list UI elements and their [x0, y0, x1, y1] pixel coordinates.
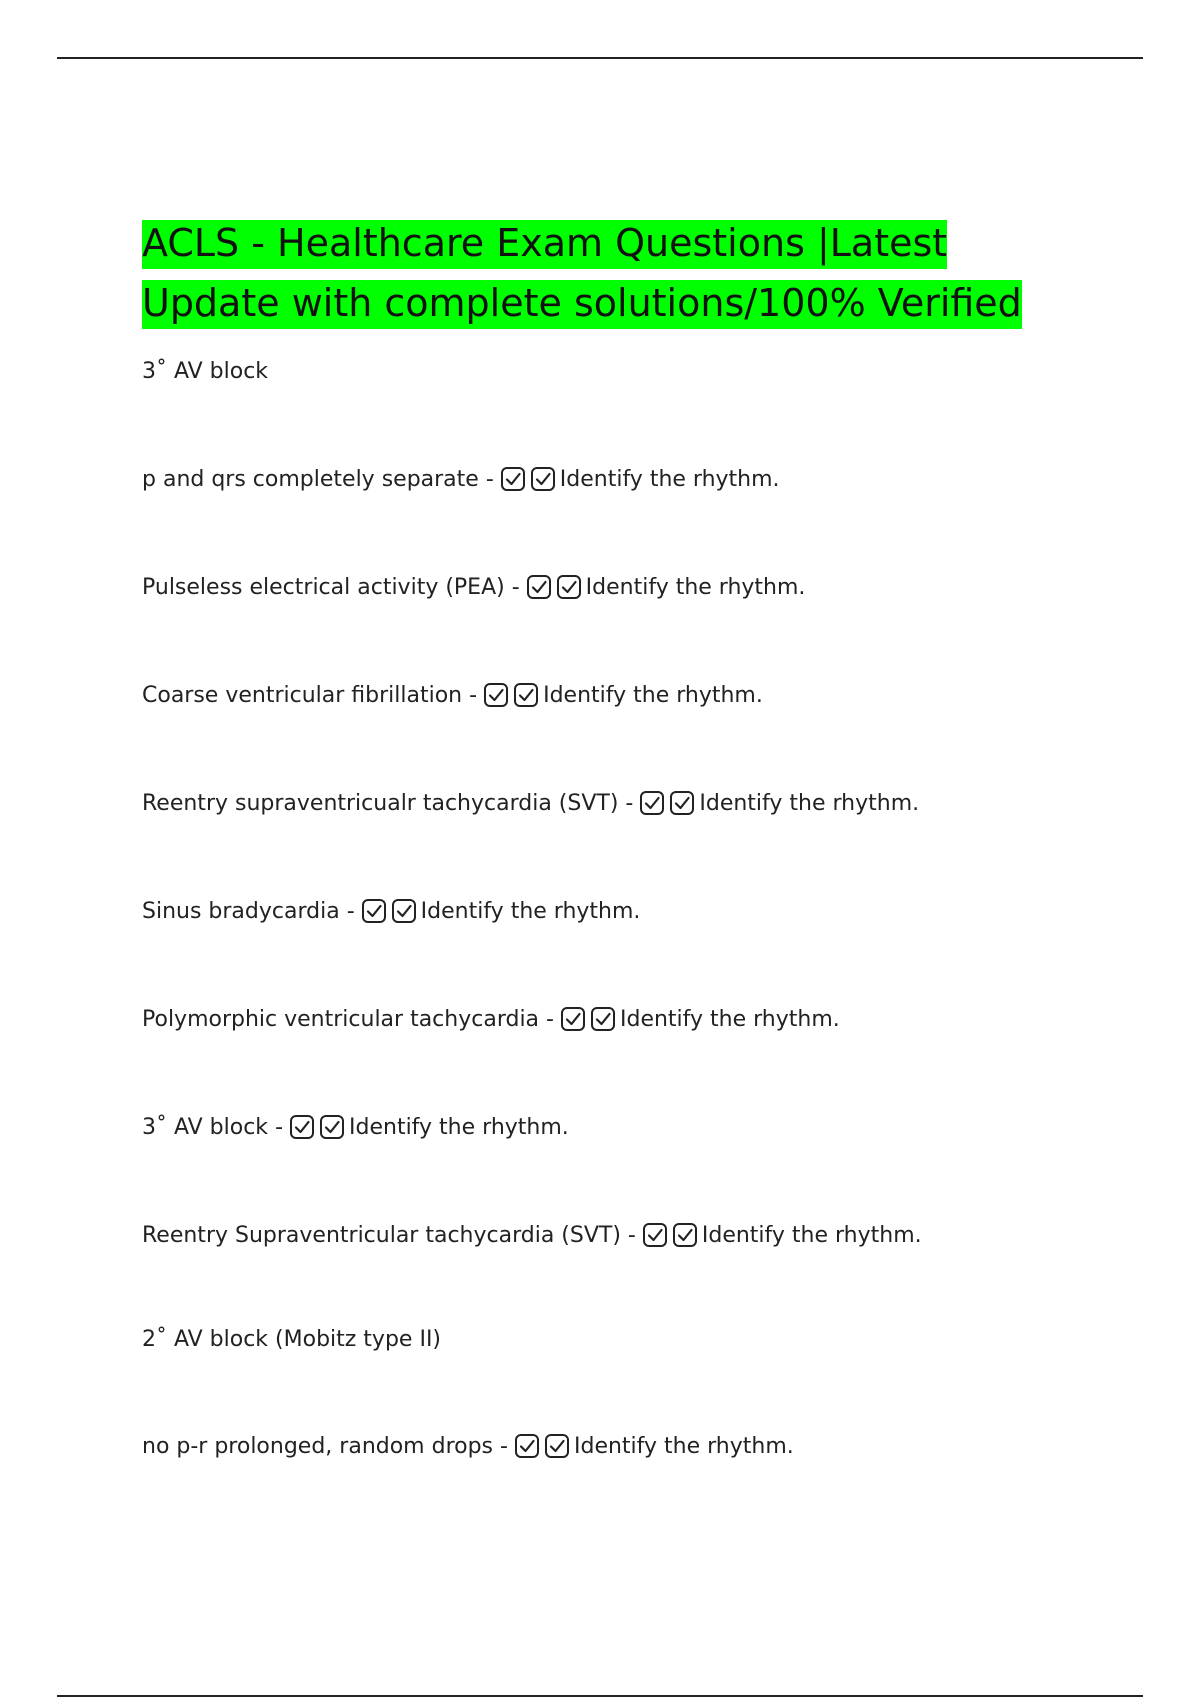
- qa-item: [142, 897, 640, 927]
- heading-text: 2˚ AV block (Mobitz type II): [142, 1327, 442, 1352]
- top-rule: [57, 57, 1143, 59]
- checkbox-checked-icon: [319, 1114, 345, 1140]
- checkbox-checked-icon: [289, 1114, 315, 1140]
- qa-answer: Identify the rhythm.: [619, 1007, 840, 1032]
- checkbox-checked-icon: [530, 466, 556, 492]
- qa-separator: -: [469, 683, 478, 708]
- section-heading: [142, 1325, 441, 1355]
- qa-item: [142, 1221, 922, 1251]
- page-title: [142, 213, 1142, 333]
- qa-answer: Identify the rhythm.: [420, 899, 641, 924]
- qa-answer: Identify the rhythm.: [543, 683, 763, 708]
- checkbox-checked-icon: [483, 682, 509, 708]
- qa-answer: Identify the rhythm.: [585, 575, 806, 600]
- checkbox-checked-icon: [669, 790, 695, 816]
- qa-term: no p-r prolonged, random drops: [142, 1434, 494, 1459]
- checkbox-checked-icon: [556, 574, 582, 600]
- section-heading: [142, 357, 268, 387]
- checkbox-checked-icon: [526, 574, 552, 600]
- qa-term: Reentry supraventricualr tachycardia (SVT): [142, 791, 619, 816]
- checkbox-checked-icon: [639, 790, 665, 816]
- qa-separator: -: [511, 575, 520, 600]
- qa-item: [142, 1113, 569, 1143]
- qa-separator: -: [275, 1115, 284, 1140]
- checkbox-checked-icon: [560, 1006, 586, 1032]
- qa-term: Pulseless electrical activity (PEA): [142, 575, 505, 600]
- qa-item: [142, 1005, 840, 1035]
- qa-answer: Identify the rhythm.: [573, 1434, 794, 1459]
- qa-item: [142, 573, 805, 603]
- qa-separator: -: [500, 1434, 508, 1459]
- checkbox-checked-icon: [544, 1433, 570, 1459]
- title-line-2: Update with complete solutions/100% Verified: [142, 280, 1022, 329]
- qa-item: [142, 465, 780, 495]
- qa-answer: Identify the rhythm.: [559, 467, 780, 492]
- checkbox-checked-icon: [514, 1433, 540, 1459]
- qa-separator: -: [346, 899, 355, 924]
- qa-item: [142, 789, 919, 819]
- checkbox-checked-icon: [513, 682, 539, 708]
- qa-term: p and qrs completely separate: [142, 467, 479, 492]
- checkbox-checked-icon: [672, 1222, 698, 1248]
- qa-answer: Identify the rhythm.: [701, 1223, 922, 1248]
- qa-term: Coarse ventricular fibrillation: [142, 683, 463, 708]
- qa-separator: -: [625, 791, 634, 816]
- qa-item: [142, 1432, 794, 1462]
- qa-answer: Identify the rhythm.: [699, 791, 920, 816]
- title-line-1: ACLS - Healthcare Exam Questions |Latest: [142, 220, 947, 269]
- checkbox-checked-icon: [642, 1222, 668, 1248]
- qa-term: 3˚ AV block: [142, 1115, 269, 1140]
- checkbox-checked-icon: [391, 898, 417, 924]
- qa-term: Polymorphic ventricular tachycardia: [142, 1007, 540, 1032]
- qa-separator: -: [485, 467, 494, 492]
- qa-separator: -: [627, 1223, 636, 1248]
- qa-separator: -: [546, 1007, 554, 1032]
- checkbox-checked-icon: [590, 1006, 616, 1032]
- qa-answer: Identify the rhythm.: [349, 1115, 569, 1140]
- heading-text: 3˚ AV block: [142, 359, 269, 384]
- checkbox-checked-icon: [361, 898, 387, 924]
- qa-term: Reentry Supraventricular tachycardia (SVT): [142, 1223, 621, 1248]
- qa-item: [142, 681, 763, 711]
- checkbox-checked-icon: [500, 466, 526, 492]
- bottom-rule: [57, 1695, 1143, 1697]
- qa-term: Sinus bradycardia: [142, 899, 340, 924]
